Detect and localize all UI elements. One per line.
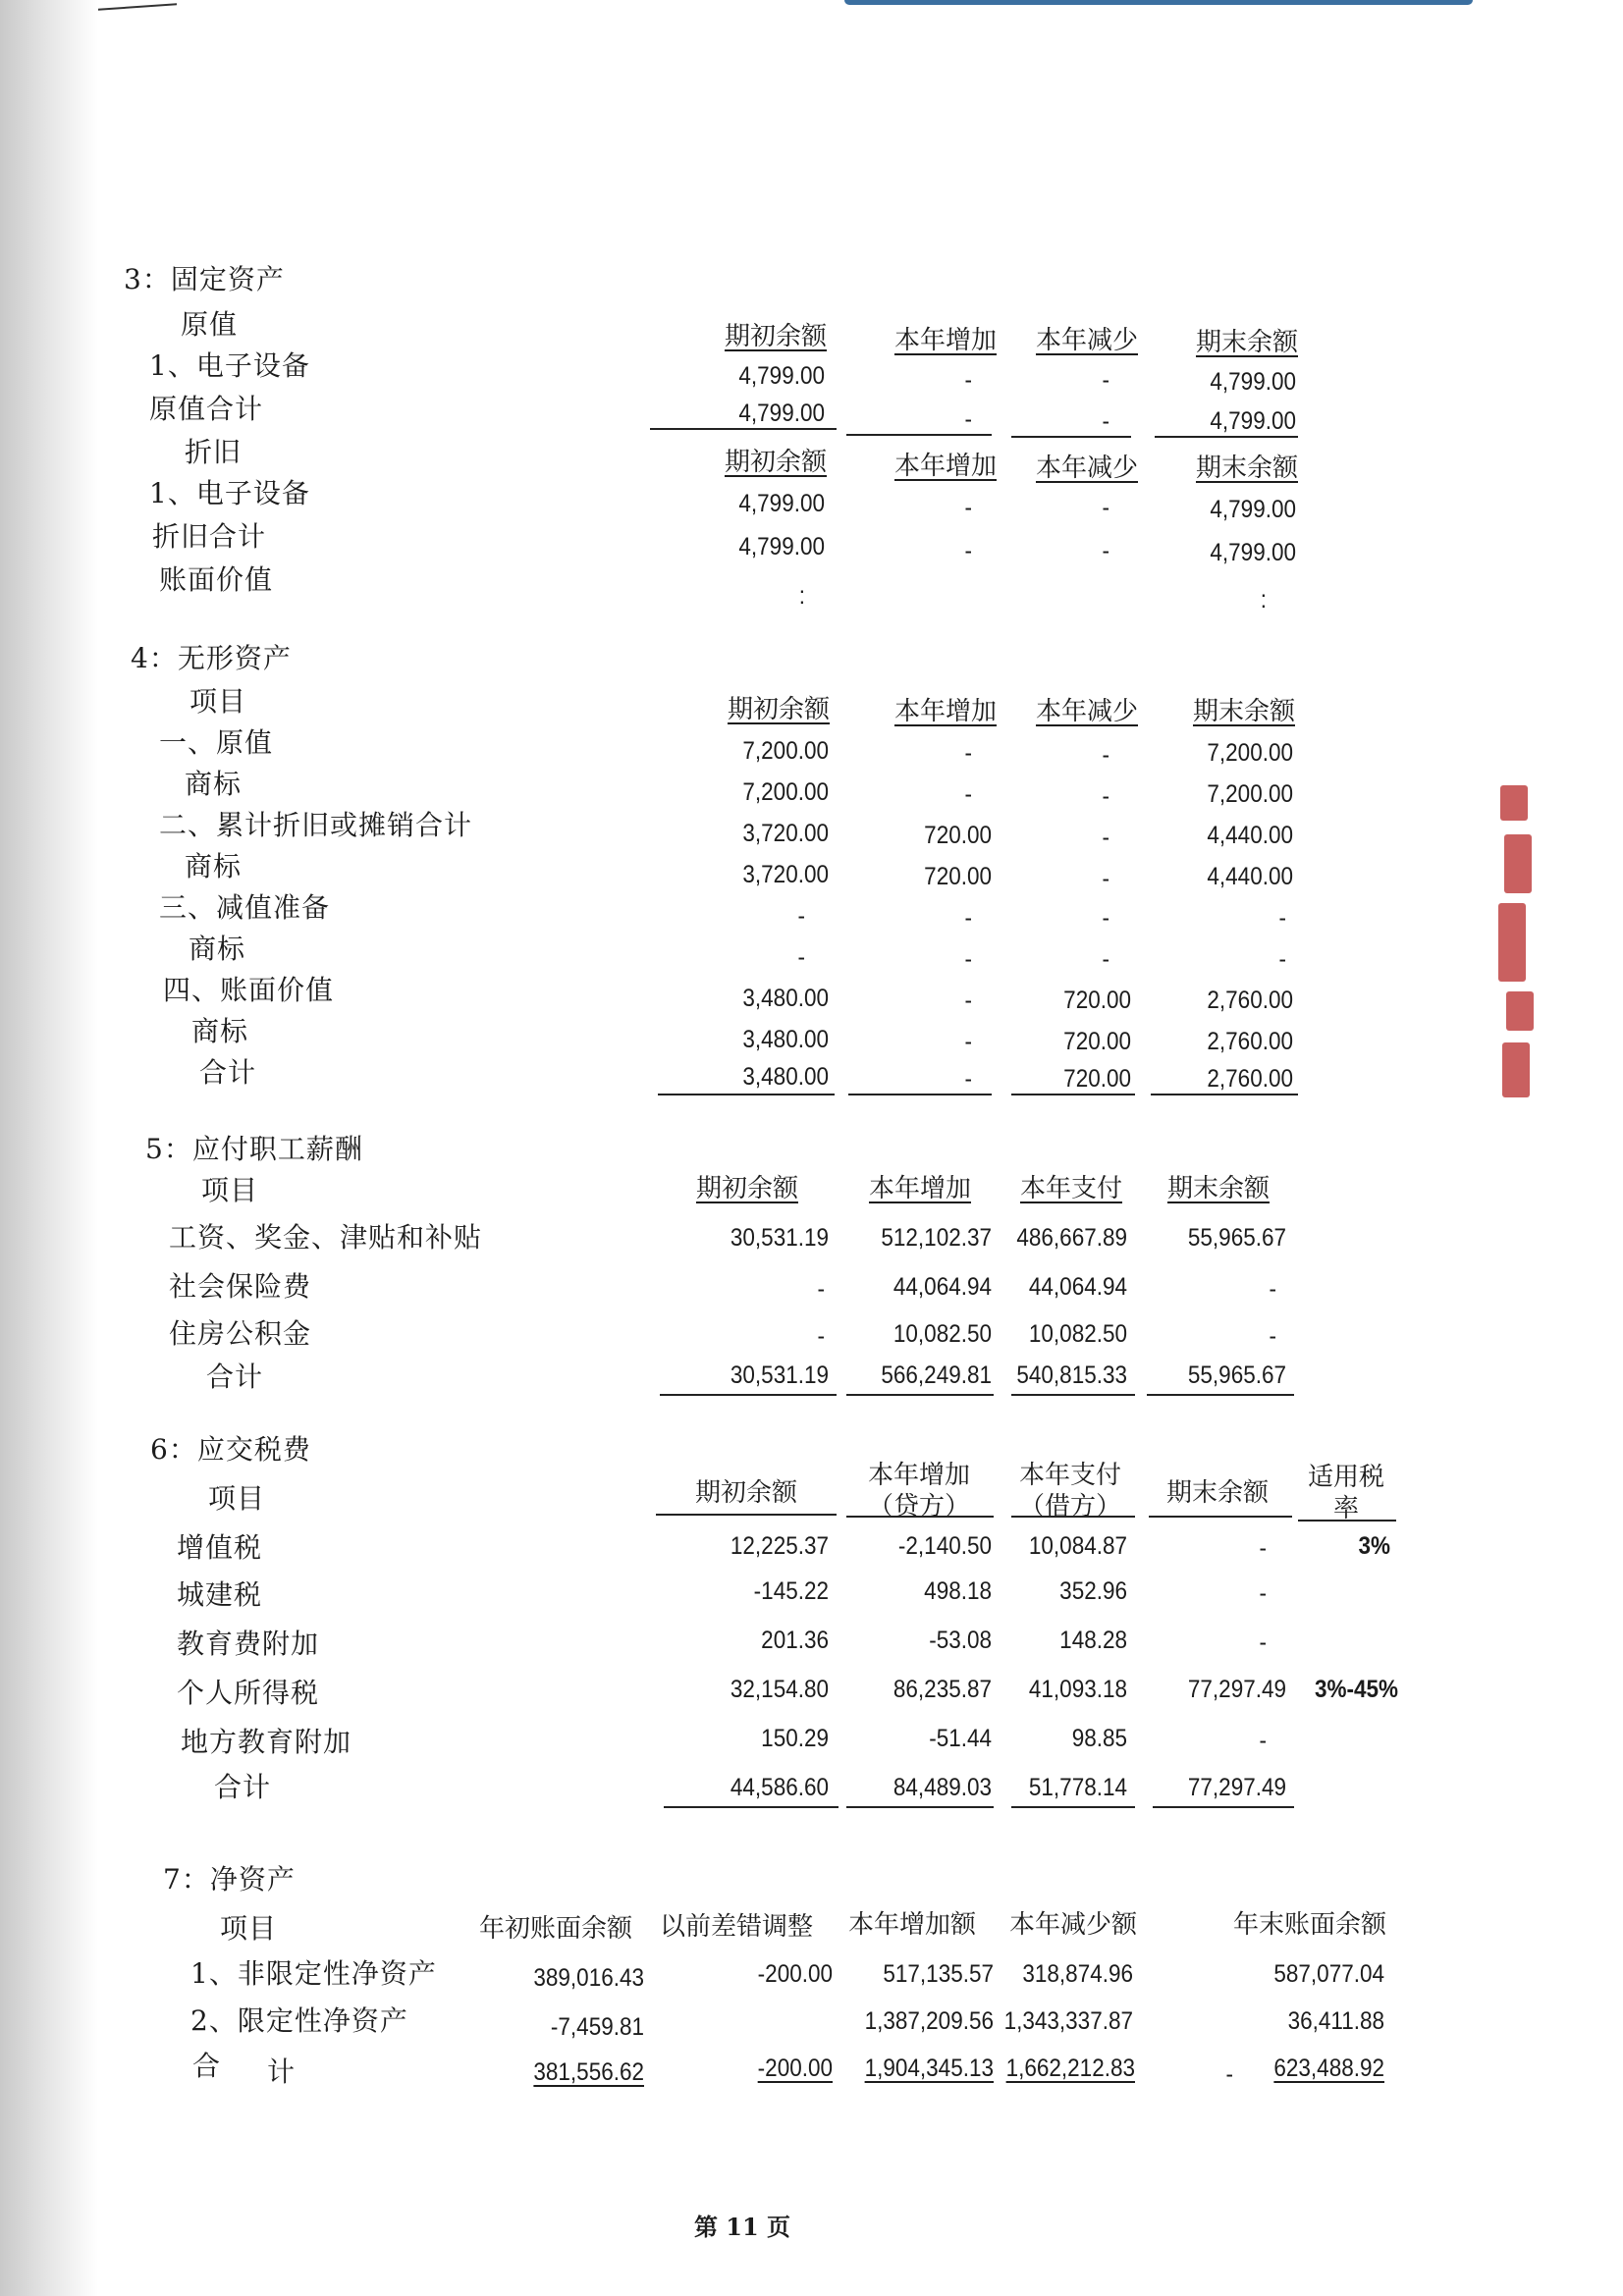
fa-dep-row-value: 4,799.00 (1210, 496, 1296, 523)
pr-row-value: 55,965.67 (1187, 1224, 1286, 1252)
total-underline (1011, 436, 1131, 438)
ia-row-label: 三、减值准备 (159, 891, 331, 924)
na-row-value: 389,016.43 (533, 1964, 644, 1992)
pr-col-closing: 期末余额 (1166, 1174, 1270, 1203)
ia-row-value: 7,200.00 (742, 737, 829, 765)
tx-total-value: 84,489.03 (893, 1774, 992, 1801)
fa-orig-total-value: 4,799.00 (1210, 407, 1296, 435)
ia-row-value: 3,720.00 (742, 820, 829, 847)
fa-col-increase: 本年增加 (893, 326, 997, 355)
ia-row-value: 3,720.00 (742, 861, 829, 888)
ia-row-value: 720.00 (924, 822, 992, 849)
tx-row-value: 12,225.37 (730, 1532, 829, 1560)
fa-col-opening: 期初余额 (724, 322, 827, 351)
fa-book-value-label: 账面价值 (159, 563, 274, 596)
seal-stamp-edge (1506, 991, 1534, 1031)
pr-row-label: 住房公积金 (169, 1317, 312, 1350)
total-underline (1011, 1094, 1135, 1095)
fa-orig-row-value: 4,799.00 (738, 362, 825, 390)
tx-col-increase-1: 本年增加 (867, 1461, 970, 1490)
tx-row-value: -51.44 (929, 1725, 992, 1752)
fa-dep-col-opening: 期初余额 (724, 448, 827, 477)
ia-row-value: 7,200.00 (1207, 780, 1293, 808)
tx-row-value: 41,093.18 (1028, 1676, 1127, 1703)
ia-row-value: - (1102, 865, 1109, 892)
na-row-value: -200.00 (757, 1960, 833, 1988)
section-taxes-title: 6：应交税费 (150, 1433, 311, 1466)
pr-row-value: - (817, 1275, 825, 1303)
tx-row-label: 地方教育附加 (181, 1726, 352, 1758)
section-net-assets-title: 7：净资产 (163, 1863, 296, 1896)
total-underline (1147, 1394, 1294, 1396)
na-row-value: 36,411.88 (1287, 2007, 1384, 2035)
pr-row-value: - (1269, 1275, 1276, 1303)
na-row-value: 1,343,337.87 (1003, 2007, 1133, 2035)
na-col-decrease: 本年减少额 (1009, 1910, 1138, 1940)
ia-row-value: - (1102, 904, 1109, 932)
tx-col-rate-2: 率 (1332, 1494, 1359, 1523)
fa-orig-total-value: - (964, 405, 972, 433)
pr-row-value: - (1269, 1322, 1276, 1350)
fa-dep-row-value: 4,799.00 (738, 490, 825, 517)
total-underline (1011, 1394, 1135, 1396)
ia-total-value: 3,480.00 (742, 1063, 829, 1091)
tx-total-label: 合计 (214, 1771, 272, 1803)
total-underline (1153, 1806, 1294, 1808)
na-total-value: 623,488.92 (1273, 2055, 1384, 2082)
fa-orig-total-label: 原值合计 (149, 393, 264, 425)
tx-row-value: 32,154.80 (730, 1676, 829, 1703)
pr-row-value: 10,082.50 (1028, 1320, 1127, 1348)
ia-row-value: 720.00 (1063, 987, 1131, 1014)
ia-total-value: - (964, 1065, 972, 1093)
pr-col-increase: 本年增加 (868, 1174, 971, 1203)
ia-row-value: 4,440.00 (1207, 822, 1293, 849)
total-underline (848, 1094, 992, 1095)
fixed-assets-original-label: 原值 (181, 308, 239, 341)
fa-dep-row-value: - (964, 494, 972, 521)
ia-row-value: 7,200.00 (742, 778, 829, 806)
pr-total-label: 合计 (206, 1361, 264, 1393)
ia-row-value: - (964, 739, 972, 767)
tx-row-value: 98.85 (1071, 1725, 1127, 1752)
na-total-value: 381,556.62 (533, 2058, 644, 2086)
fa-dep-total-value: - (964, 537, 972, 564)
intangible-item-label: 项目 (189, 685, 247, 718)
tx-row-value: -2,140.50 (897, 1532, 992, 1560)
header-underline (1149, 1516, 1292, 1518)
tx-col-opening: 期初余额 (694, 1478, 797, 1508)
pr-row-value: 44,064.94 (1028, 1273, 1127, 1301)
fa-orig-row-value: 4,799.00 (1210, 368, 1296, 396)
fixed-assets-depreciation-label: 折旧 (185, 436, 243, 468)
pr-row-value: 512,102.37 (881, 1224, 992, 1252)
ia-row-value: 720.00 (924, 863, 992, 890)
tx-row-label: 教育费附加 (177, 1628, 320, 1660)
ia-row-value: - (1102, 945, 1109, 973)
header-underline (1011, 1516, 1135, 1518)
ia-total-label: 合计 (199, 1056, 257, 1089)
tx-row-value: - (1259, 1534, 1267, 1562)
ia-row-value: 2,760.00 (1207, 1028, 1293, 1055)
ia-row-value: - (964, 945, 972, 973)
na-row-value: 587,077.04 (1273, 1960, 1384, 1988)
na-total-label-2: 计 (267, 2056, 297, 2088)
net-assets-item-label: 项目 (220, 1912, 278, 1945)
ia-row-label: 商标 (189, 933, 246, 965)
tx-row-value: - (1259, 1579, 1267, 1607)
fa-dep-total-value: 4,799.00 (1210, 539, 1296, 566)
seal-stamp-edge (1502, 1042, 1530, 1097)
ia-row-value: - (1278, 904, 1286, 932)
pr-row-label: 工资、奖金、津贴和补贴 (169, 1221, 483, 1254)
tx-row-value: - (1259, 1629, 1267, 1656)
na-col-adjust: 以前差错调整 (660, 1912, 814, 1942)
page-fold-line (98, 0, 177, 11)
na-total-value: 1,662,212.83 (1005, 2055, 1135, 2082)
na-col-increase: 本年增加额 (848, 1910, 977, 1940)
ia-col-increase: 本年增加 (893, 697, 997, 726)
fa-orig-row-value: - (1102, 366, 1109, 394)
tx-row-value: - (1259, 1727, 1267, 1754)
total-underline (650, 428, 837, 430)
ia-col-decrease: 本年减少 (1035, 697, 1138, 726)
total-underline (846, 1806, 994, 1808)
ia-row-value: - (1102, 824, 1109, 851)
tx-col-increase-2: （贷方） (867, 1492, 970, 1522)
ia-row-label: 商标 (185, 850, 243, 882)
header-underline (656, 1514, 837, 1516)
ia-row-value: 3,480.00 (742, 1026, 829, 1053)
fa-col-closing: 期末余额 (1195, 328, 1298, 357)
tx-col-rate-1: 适用税 (1307, 1463, 1384, 1492)
na-row-label: 2、限定性净资产 (190, 2004, 408, 2037)
tx-total-value: 44,586.60 (730, 1774, 829, 1801)
top-color-band (844, 0, 1473, 5)
payroll-item-label: 项目 (201, 1174, 259, 1206)
ia-row-value: 7,200.00 (1207, 739, 1293, 767)
na-col-closing: 年末账面余额 (1233, 1910, 1387, 1940)
tx-col-paid-1: 本年支付 (1018, 1461, 1121, 1490)
pr-row-value: 10,082.50 (893, 1320, 992, 1348)
ia-row-value: - (797, 902, 805, 930)
tx-row-value: 77,297.49 (1187, 1676, 1286, 1703)
scan-shadow (0, 0, 98, 2296)
ia-row-value: - (1102, 782, 1109, 810)
tx-row-label: 增值税 (177, 1531, 263, 1564)
fa-orig-total-value: 4,799.00 (738, 400, 825, 427)
pr-total-value: 566,249.81 (881, 1362, 992, 1389)
na-col-opening: 年初账面余额 (479, 1914, 633, 1944)
total-underline (1151, 1094, 1298, 1095)
fa-dep-col-increase: 本年增加 (893, 452, 997, 481)
fa-orig-row-value: - (964, 366, 972, 394)
pr-row-value: 44,064.94 (893, 1273, 992, 1301)
section-payroll-title: 5：应付职工薪酬 (145, 1133, 363, 1165)
na-row-value: 1,387,209.56 (864, 2007, 994, 2035)
pr-total-value: 540,815.33 (1016, 1362, 1127, 1389)
tx-row-value: 352.96 (1059, 1577, 1127, 1605)
section-fixed-assets-title: 3：固定资产 (124, 263, 285, 295)
ia-row-value: - (797, 943, 805, 971)
total-underline (846, 434, 992, 436)
tx-row-value: 150.29 (761, 1725, 829, 1752)
fa-orig-total-value: - (1102, 407, 1109, 435)
tx-row-value: 201.36 (761, 1627, 829, 1654)
ia-row-label: 一、原值 (159, 726, 274, 759)
ia-total-value: 720.00 (1063, 1065, 1131, 1093)
pr-row-value: - (817, 1322, 825, 1350)
fa-dep-row-value: - (1102, 494, 1109, 521)
tx-row-value: -145.22 (753, 1577, 829, 1605)
ia-row-label: 二、累计折旧或摊销合计 (159, 809, 473, 841)
pr-row-label: 社会保险费 (169, 1270, 312, 1303)
total-underline (846, 1394, 994, 1396)
fa-dep-row-label: 1、电子设备 (149, 477, 310, 509)
ia-row-value: - (1278, 945, 1286, 973)
tx-row-value: -53.08 (929, 1627, 992, 1654)
ia-row-value: - (1102, 741, 1109, 769)
fa-col-decrease: 本年减少 (1035, 326, 1138, 355)
header-underline (846, 1516, 994, 1518)
tx-total-value: 77,297.49 (1187, 1774, 1286, 1801)
fa-orig-row-label: 1、电子设备 (149, 349, 310, 382)
taxes-item-label: 项目 (208, 1482, 266, 1515)
total-underline (658, 1094, 835, 1095)
na-row-value: 517,135.57 (883, 1960, 994, 1988)
total-underline (664, 1806, 839, 1808)
header-underline (1298, 1520, 1396, 1522)
ia-row-value: 3,480.00 (742, 985, 829, 1012)
ia-row-value: - (964, 904, 972, 932)
fa-book-value: : (798, 582, 805, 610)
na-row-label: 1、非限定性净资产 (190, 1957, 437, 1990)
ia-total-value: 2,760.00 (1207, 1065, 1293, 1093)
page-number: 第 11 页 (693, 2213, 791, 2241)
na-row-value: 318,874.96 (1022, 1960, 1133, 1988)
pr-total-value: 30,531.19 (730, 1362, 829, 1389)
ia-row-value: 4,440.00 (1207, 863, 1293, 890)
ia-row-value: - (964, 987, 972, 1014)
seal-stamp-edge (1498, 903, 1526, 982)
total-underline (660, 1394, 837, 1396)
tx-row-rate: 3%-45% (1314, 1676, 1398, 1703)
ia-col-opening: 期初余额 (727, 695, 830, 724)
tx-col-closing: 期末余额 (1165, 1478, 1269, 1508)
fa-dep-col-closing: 期末余额 (1195, 454, 1298, 483)
section-intangible-title: 4：无形资产 (131, 642, 292, 674)
tx-row-rate: 3% (1358, 1532, 1390, 1560)
ia-row-label: 四、账面价值 (163, 974, 335, 1006)
pr-col-opening: 期初余额 (695, 1174, 798, 1203)
tx-row-value: 10,084.87 (1028, 1532, 1127, 1560)
fa-dep-total-label: 折旧合计 (152, 520, 267, 553)
total-underline (1011, 1806, 1135, 1808)
pr-total-value: 55,965.67 (1187, 1362, 1286, 1389)
tx-row-value: 86,235.87 (893, 1676, 992, 1703)
na-row-value: -7,459.81 (550, 2013, 644, 2041)
na-total-label-1: 合 (192, 2050, 222, 2082)
ia-row-value: - (964, 780, 972, 808)
fa-book-value: : (1260, 586, 1267, 614)
tx-row-value: 498.18 (924, 1577, 992, 1605)
tx-total-value: 51,778.14 (1028, 1774, 1127, 1801)
pr-col-paid: 本年支付 (1019, 1174, 1122, 1203)
total-underline (1155, 436, 1298, 438)
fa-dep-total-value: - (1102, 537, 1109, 564)
tx-row-value: 148.28 (1059, 1627, 1127, 1654)
tx-row-label: 个人所得税 (177, 1677, 320, 1709)
na-total-mark: - (1225, 2060, 1233, 2088)
ia-row-label: 商标 (191, 1015, 249, 1047)
na-total-value: -200.00 (757, 2055, 833, 2082)
ia-row-label: 商标 (185, 768, 243, 800)
ia-col-closing: 期末余额 (1192, 697, 1295, 726)
ia-row-value: 720.00 (1063, 1028, 1131, 1055)
tx-col-paid-2: （借方） (1018, 1492, 1121, 1522)
pr-row-value: 30,531.19 (730, 1224, 829, 1252)
fa-dep-total-value: 4,799.00 (738, 533, 825, 561)
pr-row-value: 486,667.89 (1016, 1224, 1127, 1252)
ia-row-value: - (964, 1028, 972, 1055)
seal-stamp-edge (1504, 834, 1532, 893)
fa-dep-col-decrease: 本年减少 (1035, 454, 1138, 483)
tx-row-label: 城建税 (177, 1578, 263, 1611)
seal-stamp-edge (1500, 785, 1528, 821)
ia-row-value: 2,760.00 (1207, 987, 1293, 1014)
na-total-value: 1,904,345.13 (864, 2055, 994, 2082)
